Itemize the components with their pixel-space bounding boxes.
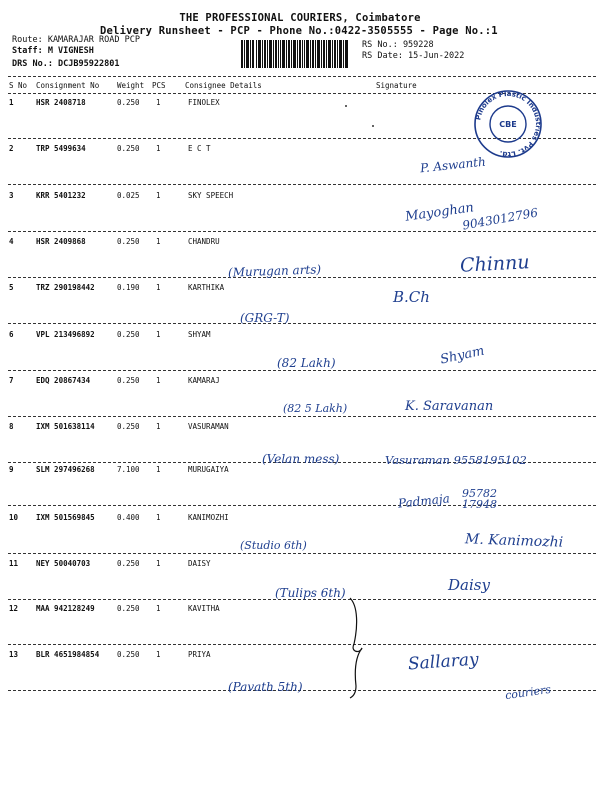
stamp-center-text: CBE: [499, 120, 517, 129]
row-rule: [8, 184, 596, 185]
cell-consignee: SKY SPEECH: [188, 191, 234, 200]
cell-consignment: HSR 2409868: [36, 237, 86, 246]
row-rule: [8, 505, 596, 506]
cell-pcs: 1: [156, 330, 161, 339]
row-rule: [8, 231, 596, 232]
signature-row-10: M. Kanimozhi: [464, 531, 564, 551]
cell-sno: 7: [9, 376, 14, 385]
cell-sno: 9: [9, 465, 14, 474]
stamp-ring-text: Pinolex Plastic Industries Pvt. Ltd.: [474, 90, 543, 158]
cell-weight: 0.190: [117, 283, 140, 292]
row-rule: [8, 370, 596, 371]
cell-sno: 1: [9, 98, 14, 107]
cell-sno: 13: [9, 650, 19, 659]
cell-weight: 0.250: [117, 650, 140, 659]
signature-row-6: Shyam: [438, 343, 486, 368]
rs-number: RS No.: 959228: [362, 40, 434, 50]
note-row-5: (GRG-T): [240, 311, 290, 325]
cell-weight: 0.250: [117, 422, 140, 431]
col-consignee: Consignee Details: [185, 81, 262, 90]
cell-pcs: 1: [156, 283, 161, 292]
cell-pcs: 1: [156, 98, 161, 107]
signature-row-4: Chinnu: [459, 251, 531, 277]
cell-consignee: E C T: [188, 144, 211, 153]
cell-weight: 0.250: [117, 559, 140, 568]
stray-dot: [372, 125, 374, 127]
cell-pcs: 1: [156, 191, 161, 200]
cell-consignment: BLR 4651984854: [36, 650, 100, 659]
row-rule: [8, 416, 596, 417]
cell-consignment: TRP 5499634: [36, 144, 86, 153]
cell-pcs: 1: [156, 465, 161, 474]
row-rule: [8, 553, 596, 554]
cell-consignment: IXM 501638114: [36, 422, 95, 431]
cell-weight: 0.250: [117, 237, 140, 246]
cell-sno: 6: [9, 330, 14, 339]
cell-sno: 5: [9, 283, 14, 292]
route-label: Route: KAMARAJAR ROAD PCP: [12, 35, 140, 45]
stray-dot: [345, 105, 347, 107]
cell-weight: 0.250: [117, 98, 140, 107]
cell-pcs: 1: [156, 513, 161, 522]
cell-consignee: MURUGAIYA: [188, 465, 229, 474]
cell-consignment: HSR 2408718: [36, 98, 86, 107]
cell-pcs: 1: [156, 422, 161, 431]
staff-label: Staff: M VIGNESH: [12, 46, 94, 56]
brace-mark: [346, 596, 366, 700]
company-stamp: [468, 90, 548, 158]
rs-date: RS Date: 15-Jun-2022: [362, 51, 465, 61]
signature-row-3: Mayoghan: [404, 200, 475, 225]
note-row-6: (82 Lakh): [277, 356, 336, 370]
row-rule: [8, 277, 596, 278]
cell-pcs: 1: [156, 376, 161, 385]
cell-pcs: 1: [156, 559, 161, 568]
signature-row-9: Padmaja: [397, 491, 451, 511]
row-rule: [8, 644, 596, 645]
col-weight: Weight: [117, 81, 145, 90]
phone-row-3: 9043012796: [461, 205, 539, 233]
phone-row-9: 95782 17948: [462, 487, 497, 511]
header-top-rule: [8, 76, 596, 77]
cell-consignee: KAVITHA: [188, 604, 220, 613]
note-row-4: (Murugan arts): [227, 262, 322, 280]
signature-row-13-company: couriers: [504, 682, 552, 703]
cell-consignment: IXM 501569845: [36, 513, 95, 522]
cell-weight: 7.100: [117, 465, 140, 474]
cell-sno: 12: [9, 604, 19, 613]
note-row-13: (Pavath 5th): [228, 680, 303, 694]
cell-consignee: CHANDRU: [188, 237, 220, 246]
note-row-11: (Tulips 6th): [275, 586, 346, 600]
cell-consignee: FINOLEX: [188, 98, 220, 107]
cell-pcs: 1: [156, 144, 161, 153]
cell-pcs: 1: [156, 237, 161, 246]
cell-pcs: 1: [156, 650, 161, 659]
cell-weight: 0.400: [117, 513, 140, 522]
runsheet-title: Delivery Runsheet - PCP - Phone No.:0422-3505555 - Page No.:1: [100, 25, 498, 37]
cell-weight: 0.250: [117, 144, 140, 153]
cell-sno: 4: [9, 237, 14, 246]
note-row-10: (Studio 6th): [240, 539, 307, 552]
signature-row-5: B.Ch: [393, 288, 430, 306]
signature-row-2: P. Aswanth: [419, 154, 487, 176]
note-row-7: (82 5 Lakh): [283, 402, 348, 415]
cell-weight: 0.250: [117, 376, 140, 385]
cell-sno: 10: [9, 513, 19, 522]
col-signature: Signature: [376, 81, 417, 90]
cell-consignment: TRZ 290198442: [36, 283, 95, 292]
signature-row-7: K. Saravanan: [405, 399, 494, 414]
cell-consignee: DAISY: [188, 559, 211, 568]
cell-sno: 11: [9, 559, 19, 568]
cell-consignee: VASURAMAN: [188, 422, 229, 431]
cell-consignment: NEY 50040703: [36, 559, 91, 568]
cell-sno: 8: [9, 422, 14, 431]
company-title: THE PROFESSIONAL COURIERS, Coimbatore: [179, 12, 421, 24]
signature-row-11: Daisy: [448, 576, 490, 594]
cell-sno: 2: [9, 144, 14, 153]
cell-consignee: KARTHIKA: [188, 283, 225, 292]
cell-consignee: KANIMOZHI: [188, 513, 229, 522]
note-row-8: (Velan mess): [262, 452, 340, 466]
cell-consignee: PRIYA: [188, 650, 211, 659]
cell-weight: 0.250: [117, 330, 140, 339]
cell-consignment: VPL 213496892: [36, 330, 95, 339]
barcode: [241, 40, 348, 68]
cell-consignee: KAMARAJ: [188, 376, 220, 385]
cell-pcs: 1: [156, 604, 161, 613]
cell-consignment: SLM 297496268: [36, 465, 95, 474]
signature-row-8: Vasuraman 9558195102: [385, 453, 527, 467]
cell-weight: 0.250: [117, 604, 140, 613]
col-pcs: PCS: [152, 81, 166, 90]
cell-consignment: KRR 5401232: [36, 191, 86, 200]
col-sno: S No: [9, 81, 28, 90]
cell-weight: 0.025: [117, 191, 140, 200]
cell-consignee: SHYAM: [188, 330, 211, 339]
row-rule: [8, 323, 596, 324]
cell-sno: 3: [9, 191, 14, 200]
cell-consignment: EDQ 20867434: [36, 376, 91, 385]
col-consignment: Consignment No: [36, 81, 100, 90]
signature-row-13: Sallaray: [407, 649, 480, 675]
drs-number: DRS No.: DCJB95922801: [12, 59, 120, 69]
cell-consignment: MAA 942128249: [36, 604, 95, 613]
